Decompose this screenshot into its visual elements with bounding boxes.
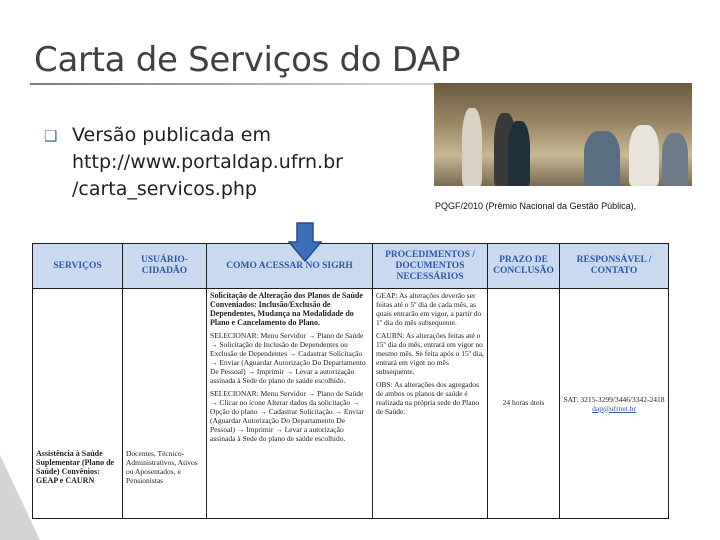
cell-deadline: 24 horas úteis xyxy=(488,289,560,519)
bullet-line-2: http://www.portaldap.ufrn.br xyxy=(72,151,343,173)
proc-geap: GEAP: As alterações deverão ser feitas até o 5º dia de cada mês, as quais entrarão em vigor, a partir do 1º dia do mês subsequente. xyxy=(376,291,482,327)
contact-email[interactable]: dap@ufrnet.br xyxy=(592,403,636,413)
cell-access xyxy=(207,289,373,519)
header-procedures: PROCEDIMENTOS / DOCUMENTOS NECESSÁRIOS xyxy=(373,244,488,289)
services-table xyxy=(32,243,669,519)
header-user: USUÁRIO-CIDADÃO xyxy=(123,244,207,289)
slide-title: Carta de Serviços do DAP xyxy=(34,40,461,80)
contact-phone: SAT: 3215-3299/3446/3342-2418 xyxy=(563,394,665,404)
header-deadline: PRAZO DE CONCLUSÃO xyxy=(488,244,560,289)
cell-service: Assistência à Saúde Suplementar (Plano de Saúde) Convênios: GEAP e CAURN xyxy=(33,289,123,519)
bullet-text xyxy=(72,122,343,203)
bullet-icon: ❑ xyxy=(44,128,58,145)
bullet-line-1: Versão publicada em xyxy=(72,124,271,146)
cell-user: Docentes, Técnico-Administrativos, Ativos ou Aposentados, e Pensionistas xyxy=(123,289,207,519)
proc-obs: OBS: As alterações dos agregados de ambos os planos de saúde é realizada na própria sede do Plano de Saúde. xyxy=(376,380,480,416)
bullet-line-3: /carta_servicos.php xyxy=(72,178,257,200)
title-underline xyxy=(30,83,460,85)
access-step-2: SELECIONAR: Menu Servidor → Plano de Saúde → Clicar no ícone Alterar dados da solicitação → Opção do plano → Cadastrar Solicitação → Enviar (Aguardar Autorização Do Departamento De Pessoal) → Imprimir → Levar a autorização assinada à Sede do plano de saúde escolhido. xyxy=(210,389,364,443)
header-services: SERVIÇOS xyxy=(33,244,123,289)
award-photo xyxy=(434,83,692,186)
decorative-corner xyxy=(0,455,40,540)
access-title: Solicitação de Alteração dos Planos de Saúde Conveniados: Inclusão/Exclusão de Dependentes, Mudança na Modalidade do Plano e Cancelamento do Plano. xyxy=(210,291,363,327)
arrow-down-icon xyxy=(288,222,322,262)
header-contact: RESPONSÁVEL / CONTATO xyxy=(560,244,669,289)
proc-caurn: CAURN: As alterações feitas até o 15º dia do mês, entrará em vigor no mesmo mês. Se feita após o 15º dia, entrará em vigor no mês subsequente. xyxy=(376,331,484,376)
photo-caption: PQGF/2010 (Prêmio Nacional da Gestão Pública), xyxy=(435,201,637,211)
table-row xyxy=(33,289,669,519)
access-step-1: SELECIONAR: Menu Servidor → Plano de Saúde → Solicitação de Inclusão de Dependentes ou Exclusão de Dependentes → Cadastrar Solicitação → Enviar (Aguardar Autorização Do Departamento De Pessoal) → Imprimir → Levar a autorização assinada à Sede do plano de saúde escolhido. xyxy=(210,331,366,385)
header-access: COMO ACESSAR NO SIGRH xyxy=(207,244,373,289)
cell-procedures xyxy=(373,289,488,519)
table-header-row xyxy=(33,244,669,289)
cell-contact xyxy=(560,289,669,519)
